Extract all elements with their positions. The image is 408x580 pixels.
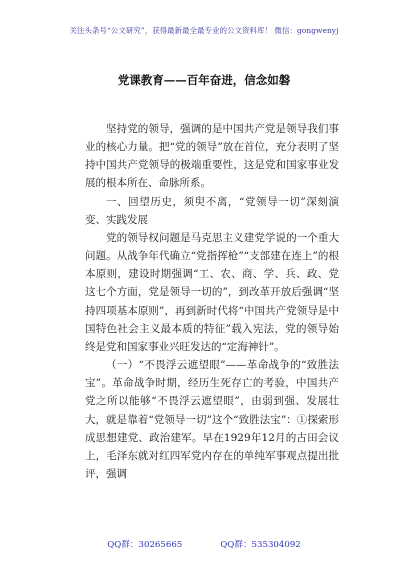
footer-qq-group-1: QQ群：30265665: [107, 540, 183, 550]
footer-qq-group-2: QQ群：535304092: [220, 540, 301, 550]
paragraph-intro: 坚持党的领导，强调的是中国共产党是领导我们事业的核心力量。把“党的领导”放在首位，充分表明了坚持中国共产党领导的极端重要性，这是党和国家事业发展的根本所在、命脉所系。: [85, 123, 339, 190]
document-body: [85, 120, 339, 483]
section-heading-1: 一、回望历史，须臾不离，“党领导一切”深刻演变、实践发展: [85, 195, 339, 226]
header-banner: 关注头条号“公文研究”，获得最新最全最专业的公文资料库！ 微信：gongwenyj: [69, 26, 339, 35]
paragraph-revolution-war: （一）“不畏浮云遮望眼”——革命战争的“致胜法宝”。革命战争时期，经历生死存亡的考验，中国共产党之所以能够“不畏浮云遮望眼”，由弱到强、发展壮大，就是靠着“党领导一切”这个“致胜法宝”：①探索形成思想建党、政治建军。早在1929年12月的古田会议上，毛泽东就对红四军党内存在的单纯军事观点提出批评，强调: [85, 359, 339, 480]
footer-qq-groups: [0, 538, 408, 550]
paragraph-party-leadership: 党的领导权问题是马克思主义建党学说的一个重大问题。从战争年代确立“党指挥枪”“支部建在连上”的根本原则，建设时期强调“工、农、商、学、兵、政、党这七个方面，党是领导一切的”，到改革开放后强调“坚持四项基本原则”，再到新时代将“中国共产党领导是中国特色社会主义最本质的特征”载入宪法，党的领导始终是党和国家事业兴旺发达的“定海神针”。: [85, 231, 339, 353]
document-title: 党课教育——百年奋进，信念如磐: [117, 73, 291, 87]
